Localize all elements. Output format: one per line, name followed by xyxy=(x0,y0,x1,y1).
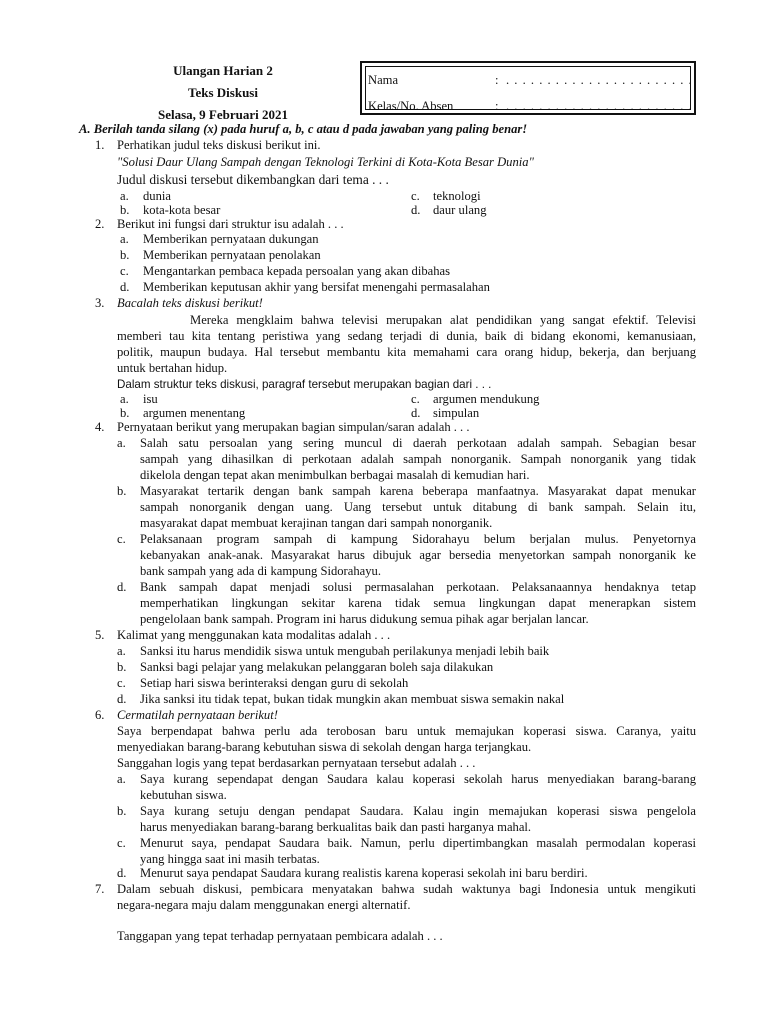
q4-option-c[interactable]: kebanyakan anak-anak. Masyarakat harus dibujuk agar bersedia menyetorkan sampah nonorganik ke xyxy=(140,548,696,562)
q6-option-b[interactable]: harus menyediakan barang-barang berkualitas baik dan pasti harganya mahal. xyxy=(140,820,532,834)
question-7-ask: Tanggapan yang tepat terhadap pernyataan pembicara adalah . . . xyxy=(117,929,443,943)
exam-title: Ulangan Harian 2 xyxy=(173,63,273,78)
q4-option-c[interactable]: bank sampah yang ada di kampung Sidorahayu. xyxy=(140,564,381,578)
q5-option-a[interactable]: Sanksi itu harus mendidik siswa untuk mengubah perilakunya menjadi lebih baik xyxy=(140,644,550,658)
name-label: Nama xyxy=(368,73,399,87)
q1-option-b[interactable]: kota-kota besar xyxy=(143,203,221,217)
class-label: Kelas/No. Absen xyxy=(368,99,454,113)
exam-subtitle: Teks Diskusi xyxy=(188,85,258,100)
question-3-ask: Dalam struktur teks diskusi, paragraf tersebut merupakan bagian dari . . . xyxy=(117,378,492,391)
q4-option-b[interactable]: sampah nonorganik dengan uang. Uang tersebut untuk ditabung di bank sampah. Selain itu, xyxy=(140,500,696,514)
question-5-stem: Kalimat yang menggunakan kata modalitas adalah . . . xyxy=(117,628,391,642)
question-4-stem: Pernyataan berikut yang merupakan bagian simpulan/saran adalah . . . xyxy=(117,420,470,434)
q4-option-a[interactable]: sampah yang dihasilkan di perkotaan adalah sampah nonorganik. Sampah nonorganik yang tidak xyxy=(140,452,696,466)
question-6-ask: Sanggahan logis yang tepat berdasarkan pernyataan tersebut adalah . . . xyxy=(117,756,476,770)
q6-option-a[interactable]: Saya kurang sependapat dengan Saudara kalau koperasi sekolah harus menyediakan barang-barang xyxy=(140,772,696,786)
question-7-stem: negara-negara maju dalam menggunakan energi alternatif. xyxy=(117,898,411,912)
question-1-ask: Judul diskusi tersebut dikembangkan dari tema . . . xyxy=(117,172,389,187)
q2-option-a[interactable]: Memberikan pernyataan dukungan xyxy=(143,232,319,246)
q4-option-c[interactable]: Pelaksanaan program sampah di kampung Sidorahayu belum berjalan mulus. Penyetornya xyxy=(140,532,696,546)
q6-statement-line: menyediakan barang-barang kebutuhan siswa di sekolah dengan harga terjangkau. xyxy=(117,740,532,754)
q4-option-d[interactable]: pengelolaan bank sampah. Program ini harus didukung semua pihak agar berjalan lancar. xyxy=(140,612,589,626)
exam-header xyxy=(118,60,328,126)
q4-option-d[interactable]: memperhatikan lingkungan sekitar karena tidak semua lingkungan dapat menerapkan sistem xyxy=(140,596,696,610)
q2-option-c[interactable]: Mengantarkan pembaca kepada persoalan yang akan dibahas xyxy=(143,264,451,278)
question-7-stem: Dalam sebuah diskusi, pembicara menyatakan bahwa sudah waktunya bagi Indonesia untuk mengikuti xyxy=(117,882,696,896)
section-a-instruction: A. Berilah tanda silang (x) pada huruf a, b, c atau d pada jawaban yang paling benar! xyxy=(79,122,528,136)
question-1-quote: "Solusi Daur Ulang Sampah dengan Teknologi Terkini di Kota-Kota Besar Dunia" xyxy=(117,155,534,169)
q5-option-d[interactable]: Jika sanksi itu tidak tepat, bukan tidak mungkin akan membuat siswa semakin nakal xyxy=(140,692,565,706)
q3-option-c[interactable]: argumen mendukung xyxy=(433,392,540,406)
q3-passage-line: untuk bertahan hidup. xyxy=(117,361,228,375)
q6-option-c[interactable]: Menurut saya, pendapat Saudara baik. Namun, perlu dipertimbangkan masalah permodalan koperasi xyxy=(140,836,696,850)
q5-option-b[interactable]: Sanksi bagi pelajar yang melakukan pelanggaran boleh saja dilakukan xyxy=(140,660,494,674)
q3-option-b[interactable]: argumen menentang xyxy=(143,406,246,420)
exam-page: Ulangan Harian 2 Teks Diskusi Selasa, 9 Februari 2021 Nama : . . . . . . . . . . . . . . . . . . . . . . . Kelas/No. Absen : . . . . . . . . . . . . . . . . . . . . . . . A. Berilah tanda silang (x) pada huruf a, b, c atau d pada jawaban yang paling benar! 1. Perhatikan judul teks diskusi berikut ini. "Solusi Daur Ulang Sampah dengan Teknologi Terkini di Kota-Kota Besar Dunia" Judul diskusi tersebut dikembangkan dari tema . . . a. dunia b. kota-kota besar c. teknologi d. daur ulang 2. Berikut ini fungsi dari struktur isu adalah . . . a. Memberikan pernyataan dukungan b. Memberikan pernyataan penolakan c. Mengantarkan pembaca kepada persoalan yang akan dibahas d. Memberikan keputusan akhir yang bersifat menengahi permasalahan 3. Bacalah teks diskusi berikut! Mereka mengklaim bahwa televisi merupakan alat pendidikan yang sangat efektif. Televisi memberi tau kita tentang peristiwa yang sedang terjadi di dunia, baik di bidang ekonomi, kemanusiaan, politik, maupun budaya. Hal tersebut membantu kita memahami cara orang hidup, bekerja, dan berjuang untuk bertahan hidup. Dalam struktur teks diskusi, paragraf tersebut merupakan bagian dari . . . a. isu b. argumen menentang c. argumen mendukung d. simpulan 4. Pernyataan berikut yang merupakan bagian simpulan/saran adalah . . . a. Salah satu persoalan yang sering muncul di daerah perkotaan adalah sampah. Sebagian besar sampah yang dihasilkan di perkotaan adalah sampah nonorganik. Sampah nonorganik yang tidak dikelola dengan tepat akan menimbulkan berbagai masalah di kemudian hari. b. Masyarakat tertarik dengan bank sampah karena beberapa manfaatnya. Masyarakat dapat menukar sampah nonorganik dengan uang. Uang tersebut untuk ditabung di bank sampah. Selain itu, masyarakat dapat membuat kerajinan tangan dari sampah nonorganik. c. Pelaksanaan program sampah di kampung Sidorahayu belum berjalan mulus. Penyetornya kebanyakan anak-anak. Masyarakat harus dibujuk agar bersedia menyetorkan sampah nonorganik ke bank sampah yang ada di kampung Sidorahayu. d. Bank sampah dapat menjadi solusi permasalahan perkotaan. Pelaksanaannya hendaknya tetap memperhatikan lingkungan sekitar karena tidak semua lingkungan dapat menerapkan sistem pengelolaan bank sampah. Program ini harus didukung semua pihak agar berjalan lancar. 5. Kalimat yang menggunakan kata modalitas adalah . . . a. Sanksi itu harus mendidik siswa untuk mengubah perilakunya menjadi lebih baik b. Sanksi bagi pelajar yang melakukan pelanggaran boleh saja dilakukan c. Setiap hari siswa berinteraksi dengan guru di sekolah d. Jika sanksi itu tidak tepat, bukan tidak mungkin akan membuat siswa semakin nakal 6. Cermatilah pernyataan berikut! Saya berpendapat bahwa perlu ada terobosan baru untuk memajukan koperasi siswa. Caranya, yaitu menyediakan barang-barang kebutuhan siswa di sekolah dengan harga terjangkau. Sanggahan logis yang tepat berdasarkan pernyataan tersebut adalah . . . a. Saya kurang sependapat dengan Saudara kalau koperasi sekolah harus menyediakan barang-barang kebutuhan siswa. b. Saya kurang setuju dengan pendapat Saudara. Kalau ingin memajukan koperasi siswa pengelola harus menyediakan barang-barang berkualitas baik dan pasti harganya mahal. c. Menurut saya, pendapat Saudara baik. Namun, perlu dipertimbangkan masalah permodalan koperasi yang hingga saat ini masih terbatas. d. Menurut saya pendapat Saudara kurang realistis karena koperasi sekolah ini baru berdiri. 7. Dalam sebuah diskusi, pembicara menyatakan bahwa sudah waktunya bagi Indonesia untuk mengikuti negara-negara maju dalam menggunakan energi alternatif. Tanggapan yang tepat terhadap pernyataan pembicara adalah . . . xyxy=(0,0,768,1024)
q1-option-a[interactable]: dunia xyxy=(143,189,171,203)
class-field[interactable]: . . . . . . . . . . . . . . . . . . . . . . . xyxy=(506,99,693,113)
q4-option-d[interactable]: Bank sampah dapat menjadi solusi permasalahan perkotaan. Pelaksanaannya hendaknya tetap xyxy=(140,580,696,594)
exam-date: Selasa, 9 Februari 2021 xyxy=(158,107,288,122)
question-3-stem: Bacalah teks diskusi berikut! xyxy=(117,296,263,310)
question-1-stem: Perhatikan judul teks diskusi berikut ini. xyxy=(117,138,321,152)
q4-option-a[interactable]: dikelola dengan tepat akan menimbulkan berbagai masalah di kemudian hari. xyxy=(140,468,530,482)
q3-option-a[interactable]: isu xyxy=(143,392,158,406)
q3-passage-line: politik, maupun budaya. Hal tersebut membantu kita memahami cara orang hidup, bekerja, dan berjuang xyxy=(117,345,696,359)
q4-option-b[interactable]: masyarakat dapat membuat kerajinan tangan dari sampah nonorganik. xyxy=(140,516,493,530)
q6-option-c[interactable]: yang hingga saat ini masih terbatas. xyxy=(140,852,320,866)
student-id-box: Nama : . . . . . . . . . . . . . . . . . . . . . . . Kelas/No. Absen : . . . . . . . . . . . . . . . . . . . . . . . xyxy=(360,61,696,115)
q4-option-a[interactable]: Salah satu persoalan yang sering muncul di daerah perkotaan adalah sampah. Sebagian besar xyxy=(140,436,696,450)
question-6-stem: Cermatilah pernyataan berikut! xyxy=(117,708,278,722)
name-field[interactable]: . . . . . . . . . . . . . . . . . . . . . . . xyxy=(506,73,693,87)
q5-option-c[interactable]: Setiap hari siswa berinteraksi dengan guru di sekolah xyxy=(140,676,409,690)
question-2-stem: Berikut ini fungsi dari struktur isu adalah . . . xyxy=(117,217,344,231)
q6-option-a[interactable]: kebutuhan siswa. xyxy=(140,788,227,802)
q1-option-d[interactable]: daur ulang xyxy=(433,203,487,217)
q2-option-d[interactable]: Memberikan keputusan akhir yang bersifat menengahi permasalahan xyxy=(143,280,490,294)
q3-option-d[interactable]: simpulan xyxy=(433,406,480,420)
q6-option-b[interactable]: Saya kurang setuju dengan pendapat Saudara. Kalau ingin memajukan koperasi siswa pengelola xyxy=(140,804,696,818)
q3-passage-line: Mereka mengklaim bahwa televisi merupakan alat pendidikan yang sangat efektif. Televisi xyxy=(190,313,696,327)
q1-option-c[interactable]: teknologi xyxy=(433,189,481,203)
q6-option-d[interactable]: Menurut saya pendapat Saudara kurang realistis karena koperasi sekolah ini baru berdiri. xyxy=(140,866,588,880)
q6-statement-line: Saya berpendapat bahwa perlu ada terobosan baru untuk memajukan koperasi siswa. Caranya, yaitu xyxy=(117,724,696,738)
q4-option-b[interactable]: Masyarakat tertarik dengan bank sampah karena beberapa manfaatnya. Masyarakat dapat menukar xyxy=(140,484,696,498)
q2-option-b[interactable]: Memberikan pernyataan penolakan xyxy=(143,248,321,262)
q3-passage-line: memberi tau kita tentang peristiwa yang sedang terjadi di dunia, baik di bidang ekonomi, kemanusiaan, xyxy=(117,329,696,343)
